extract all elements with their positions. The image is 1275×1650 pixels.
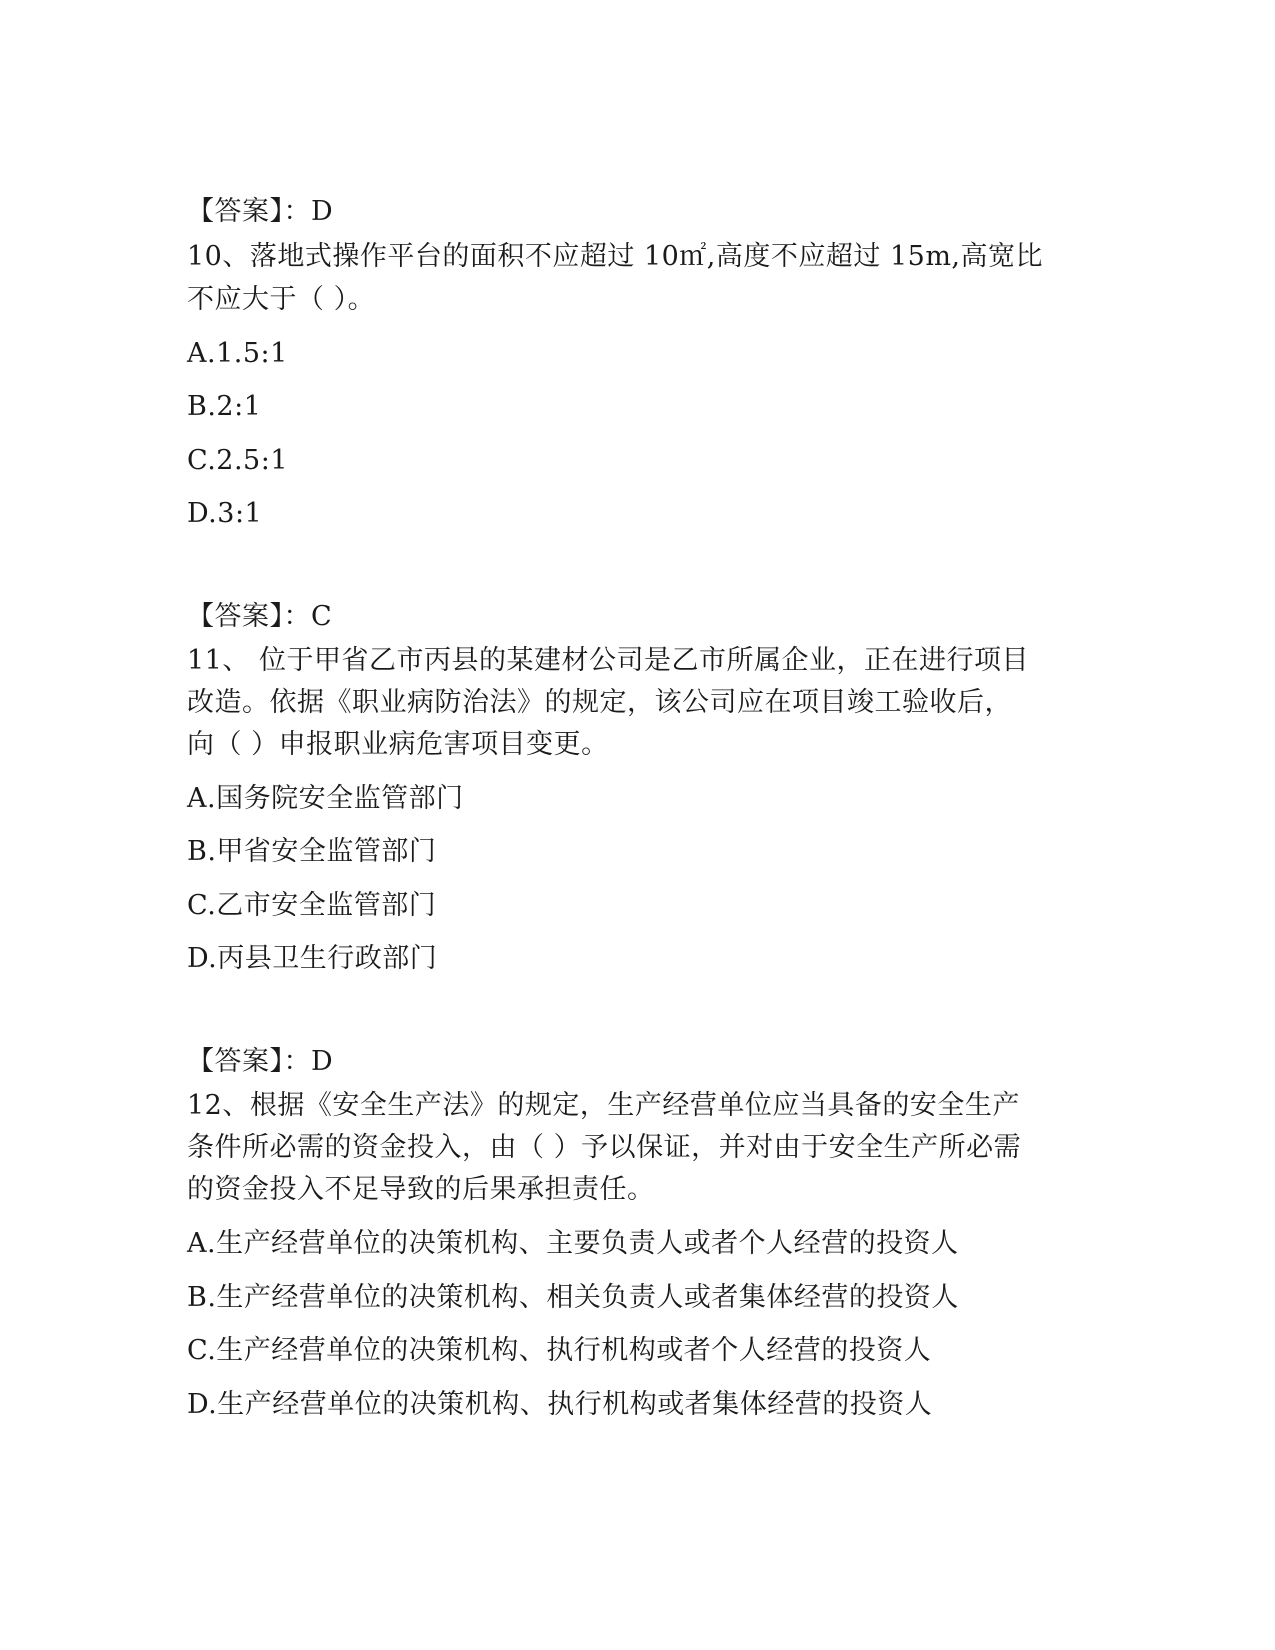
question-10-option-d: D.3:1 — [187, 498, 263, 529]
question-12-line-2: 条件所必需的资金投入，由（ ）予以保证，并对由于安全生产所必需 — [187, 1132, 1022, 1163]
question-10-option-c: C.2.5:1 — [187, 445, 288, 476]
question-12-option-d: D.生产经营单位的决策机构、执行机构或者集体经营的投资人 — [187, 1389, 933, 1420]
question-11-option-d: D.丙县卫生行政部门 — [187, 943, 438, 974]
question-12-line-3: 的资金投入不足导致的后果承担责任。 — [187, 1174, 655, 1205]
question-10-line-1: 10、落地式操作平台的面积不应超过 10㎡,高度不应超过 15m,高宽比 — [187, 241, 1044, 272]
answer-label: 【答案】：D — [187, 1046, 334, 1077]
question-12-option-b: B.生产经营单位的决策机构、相关负责人或者集体经营的投资人 — [187, 1282, 959, 1313]
answer-label: 【答案】：C — [187, 601, 333, 632]
question-11-line-1: 11、 位于甲省乙市丙县的某建材公司是乙市所属企业，正在进行项目 — [187, 645, 1029, 676]
question-11-line-3: 向（ ）申报职业病危害项目变更。 — [187, 729, 609, 760]
question-12-option-c: C.生产经营单位的决策机构、执行机构或者个人经营的投资人 — [187, 1335, 932, 1366]
question-10-line-2: 不应大于（ ）。 — [187, 284, 376, 315]
question-11-option-b: B.甲省安全监管部门 — [187, 836, 437, 867]
question-11-line-2: 改造。依据《职业病防治法》的规定，该公司应在项目竣工验收后， — [187, 687, 1012, 718]
question-12-option-a: A.生产经营单位的决策机构、主要负责人或者个人经营的投资人 — [187, 1228, 959, 1259]
question-11-option-c: C.乙市安全监管部门 — [187, 890, 437, 921]
question-12-line-1: 12、根据《安全生产法》的规定，生产经营单位应当具备的安全生产 — [187, 1090, 1020, 1121]
answer-label: 【答案】：D — [187, 196, 334, 227]
question-11-option-a: A.国务院安全监管部门 — [187, 783, 464, 814]
question-10-option-b: B.2:1 — [187, 391, 262, 422]
question-10-option-a: A.1.5:1 — [187, 338, 288, 369]
